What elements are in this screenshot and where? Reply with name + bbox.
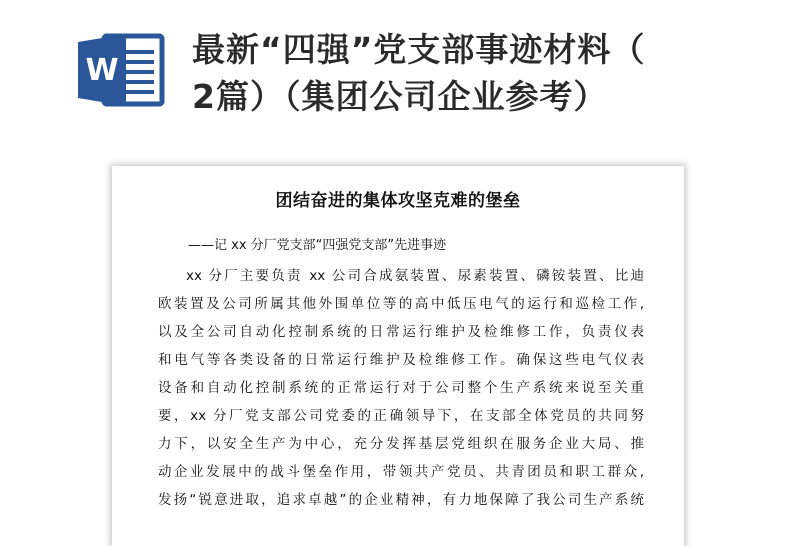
article-body bbox=[158, 262, 644, 514]
document-page bbox=[112, 166, 684, 546]
body-line: 欧装置及公司所属其他外围单位等的高中低压电气的运行和巡检工作, bbox=[158, 296, 644, 312]
body-line: 发扬“锐意进取，追求卓越”的企业精神，有力地保障了我公司生产系统 bbox=[158, 492, 644, 508]
article-subtitle: ——记 xx 分厂党支部“四强党支部”先进事迹 bbox=[188, 238, 447, 253]
page-title bbox=[192, 26, 782, 120]
word-icon-letter: W bbox=[85, 53, 119, 88]
body-line: 以及全公司自动化控制系统的日常运行维护及检维修工作，负责仪表 bbox=[158, 324, 644, 340]
header bbox=[0, 0, 800, 150]
word-icon bbox=[74, 30, 166, 110]
page-title-line-1: 最新“四强”党支部事迹材料（ bbox=[192, 30, 646, 69]
body-line: 力下，以安全生产为中心，充分发挥基层党组织在服务企业大局、推 bbox=[158, 436, 644, 452]
body-line: xx 分厂主要负责 xx 公司合成氨装置、尿素装置、磷铵装置、比迪 bbox=[186, 268, 644, 284]
page-title-line-2: 2篇）（集团公司企业参考） bbox=[192, 77, 608, 116]
body-line: 设备和自动化控制系统的正常运行对于公司整个生产系统来说至关重 bbox=[158, 380, 644, 396]
body-line: 动企业发展中的战斗堡垒作用，带领共产党员、共青团员和职工群众, bbox=[158, 464, 644, 480]
article-title: 团结奋进的集体攻坚克难的堡垒 bbox=[275, 191, 521, 211]
body-line: 要，xx 分厂党支部公司党委的正确领导下，在支部全体党员的共同努 bbox=[158, 408, 644, 424]
body-line: 和电气等各类设备的日常运行维护及检维修工作。确保这些电气仪表 bbox=[158, 352, 644, 368]
